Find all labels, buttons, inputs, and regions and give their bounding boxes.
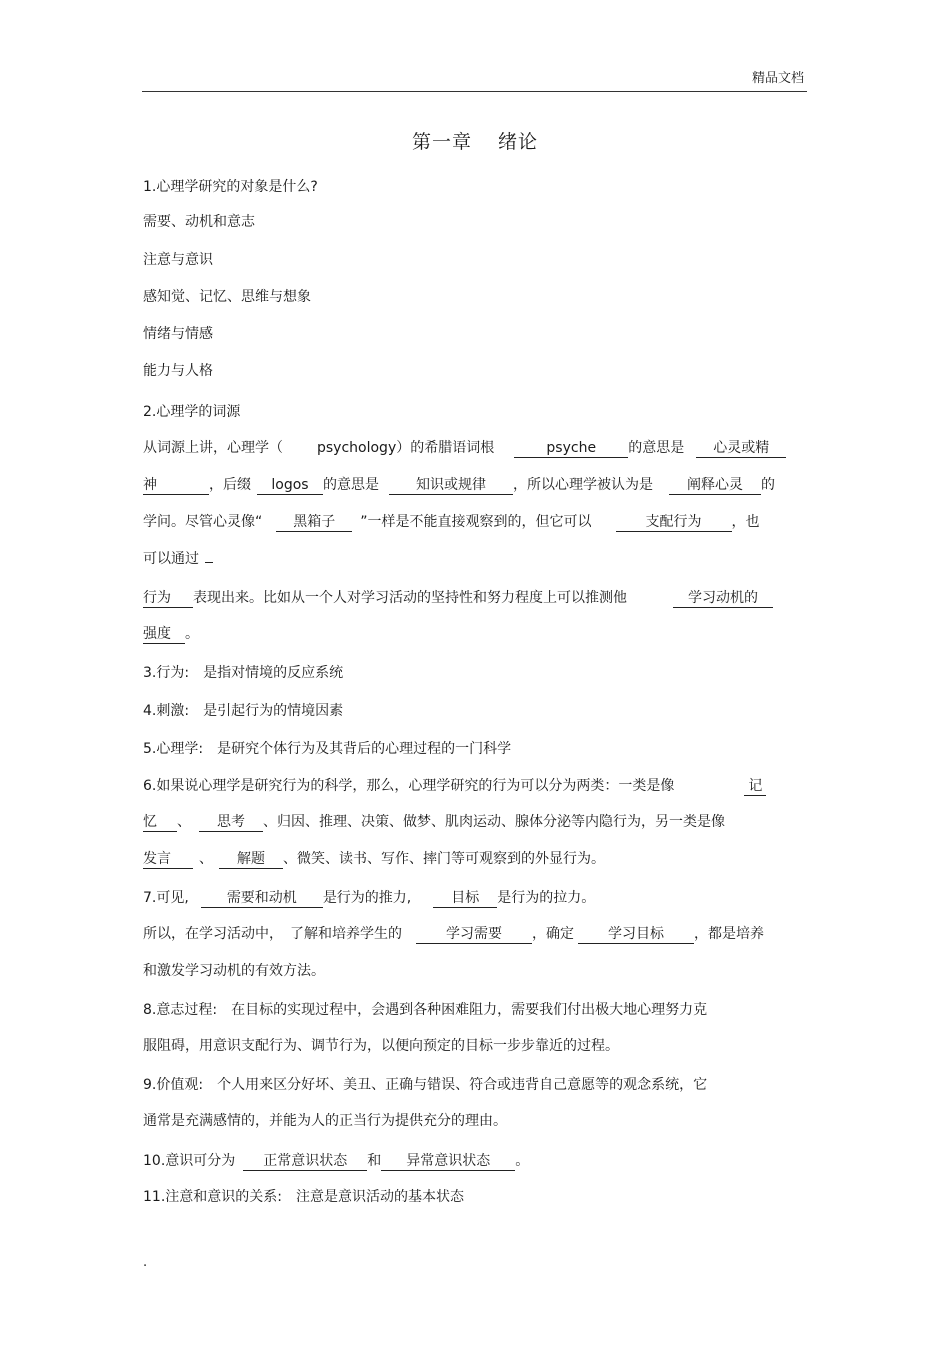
q2-heading: 2.心理学的词源 xyxy=(143,404,241,420)
text: 可以通过 xyxy=(143,551,199,567)
answer-behavior: 行为 xyxy=(143,590,193,608)
text: ，确定 xyxy=(532,926,574,942)
q1-question: 1.心理学研究的对象是什么? xyxy=(143,179,318,195)
answer-knowledge: 知识或规律 xyxy=(389,477,513,495)
text: 6.如果说心理学是研究行为的科学，那么，心理学研究的行为可以分为两类：一类是像 xyxy=(143,778,675,794)
q2-line-3 xyxy=(143,512,760,532)
text: 所以，在学习活动中， 了解和培养学生的 xyxy=(143,926,402,942)
text: ”一样是不能直接观察到的，但它可以 xyxy=(360,514,592,530)
chapter-title xyxy=(0,127,950,154)
text: 、微笑、读书、写作、摔门等可观察到的外显行为。 xyxy=(283,851,605,867)
answer-memory-b: 忆 xyxy=(143,814,177,832)
q6-line-2 xyxy=(143,812,725,832)
text: 是行为的拉力。 xyxy=(497,890,596,906)
text: 学问。尽管心灵像“ xyxy=(143,514,263,530)
text: 、 xyxy=(199,851,213,867)
text: 、归因、推理、决策、做梦、肌肉运动、腺体分泌等内隐行为，另一类是像 xyxy=(263,814,725,830)
q1-item-5: 能力与人格 xyxy=(143,363,213,379)
text: 的意思是 xyxy=(323,477,379,493)
answer-speak: 发言 xyxy=(143,851,193,869)
text: 、 xyxy=(177,814,191,830)
answer-explain: 阐释心灵 xyxy=(669,477,761,495)
q1-item-2: 注意与意识 xyxy=(143,252,213,268)
answer-goal: 目标 xyxy=(433,890,497,908)
answer-memory-a: 记 xyxy=(744,778,766,796)
q6-line-3 xyxy=(143,849,605,869)
q3-definition: 3.行为: 是指对情境的反应系统 xyxy=(143,665,344,681)
text: 。 xyxy=(515,1153,530,1169)
q10-line xyxy=(143,1151,529,1171)
answer-dominate: 支配行为 xyxy=(616,514,732,532)
answer-think: 思考 xyxy=(199,814,263,832)
answer-psyche: psyche xyxy=(514,440,628,458)
text: ，都是培养 xyxy=(694,926,764,942)
answer-motive-b: 强度 xyxy=(143,626,185,644)
answer-needs: 需要和动机 xyxy=(201,890,323,908)
q2-line-5 xyxy=(143,588,773,608)
answer-motive-a: 学习动机的 xyxy=(673,590,773,608)
q7-line-1 xyxy=(143,888,595,908)
term-psychology: psychology xyxy=(317,440,397,456)
answer-study-goal: 学习目标 xyxy=(578,926,694,944)
q2-line-2 xyxy=(143,475,775,495)
text: ，所以心理学被认为是 xyxy=(513,477,653,493)
answer-logos: logos xyxy=(257,477,323,495)
footer-dot: . xyxy=(143,1255,148,1270)
text: 表现出来。比如从一个人对学习活动的坚持性和努力程度上可以推测他 xyxy=(193,590,627,606)
q2-line-1 xyxy=(143,438,786,458)
blank-underline xyxy=(205,562,213,563)
q5-definition: 5.心理学: 是研究个体行为及其背后的心理过程的一门科学 xyxy=(143,741,512,757)
q8-line-2: 服阻碍，用意识支配行为、调节行为，以便向预定的目标一步步靠近的过程。 xyxy=(143,1038,619,1054)
header-rule xyxy=(142,91,807,92)
q8-line-1: 8.意志过程: 在目标的实现过程中，会遇到各种困难阻力，需要我们付出极大地心理努力克 xyxy=(143,1002,708,1018)
answer-study-need: 学习需要 xyxy=(416,926,532,944)
answer-normal-state: 正常意识状态 xyxy=(243,1153,367,1171)
q4-definition: 4.刺激: 是引起行为的情境因素 xyxy=(143,703,344,719)
chapter-name: 绪论 xyxy=(498,131,539,153)
text: 10.意识可分为 xyxy=(143,1153,236,1169)
answer-blackbox: 黑箱子 xyxy=(276,514,352,532)
q7-line-2 xyxy=(143,924,764,944)
q9-line-2: 通常是充满感情的，并能为人的正当行为提供充分的理由。 xyxy=(143,1113,507,1129)
text: ）的希腊语词根 xyxy=(396,440,495,456)
q2-line-4 xyxy=(143,549,213,569)
text: 7.可见, xyxy=(143,890,189,906)
q6-line-1 xyxy=(143,776,766,796)
text: ，后缀 xyxy=(209,477,251,493)
chapter-number: 第一章 xyxy=(411,131,472,153)
q11-line: 11.注意和意识的关系: 注意是意识活动的基本状态 xyxy=(143,1189,464,1205)
text: 是行为的推力, xyxy=(322,890,412,906)
header-label: 精品文档 xyxy=(751,71,804,86)
text: 。 xyxy=(185,626,199,642)
text: 和 xyxy=(367,1153,382,1169)
q9-line-1: 9.价值观: 个人用来区分好坏、美丑、正确与错误、符合或违背自己意愿等的观念系统，它 xyxy=(143,1077,708,1093)
text: 的意思是 xyxy=(628,440,685,456)
q1-item-1: 需要、动机和意志 xyxy=(143,214,255,230)
answer-abnormal-state: 异常意识状态 xyxy=(381,1153,515,1171)
answer-solve: 解题 xyxy=(219,851,283,869)
q7-line-3: 和激发学习动机的有效方法。 xyxy=(143,963,325,979)
text: 的 xyxy=(761,477,775,493)
answer-mind-b: 神 xyxy=(143,477,209,495)
q2-line-6 xyxy=(143,624,199,644)
q1-item-4: 情绪与情感 xyxy=(143,326,213,342)
text: 从词源上讲，心理学（ xyxy=(143,440,283,456)
text: ，也 xyxy=(731,514,760,530)
q1-item-3: 感知觉、记忆、思维与想象 xyxy=(143,289,311,305)
answer-mind-a: 心灵或精 xyxy=(696,440,786,458)
